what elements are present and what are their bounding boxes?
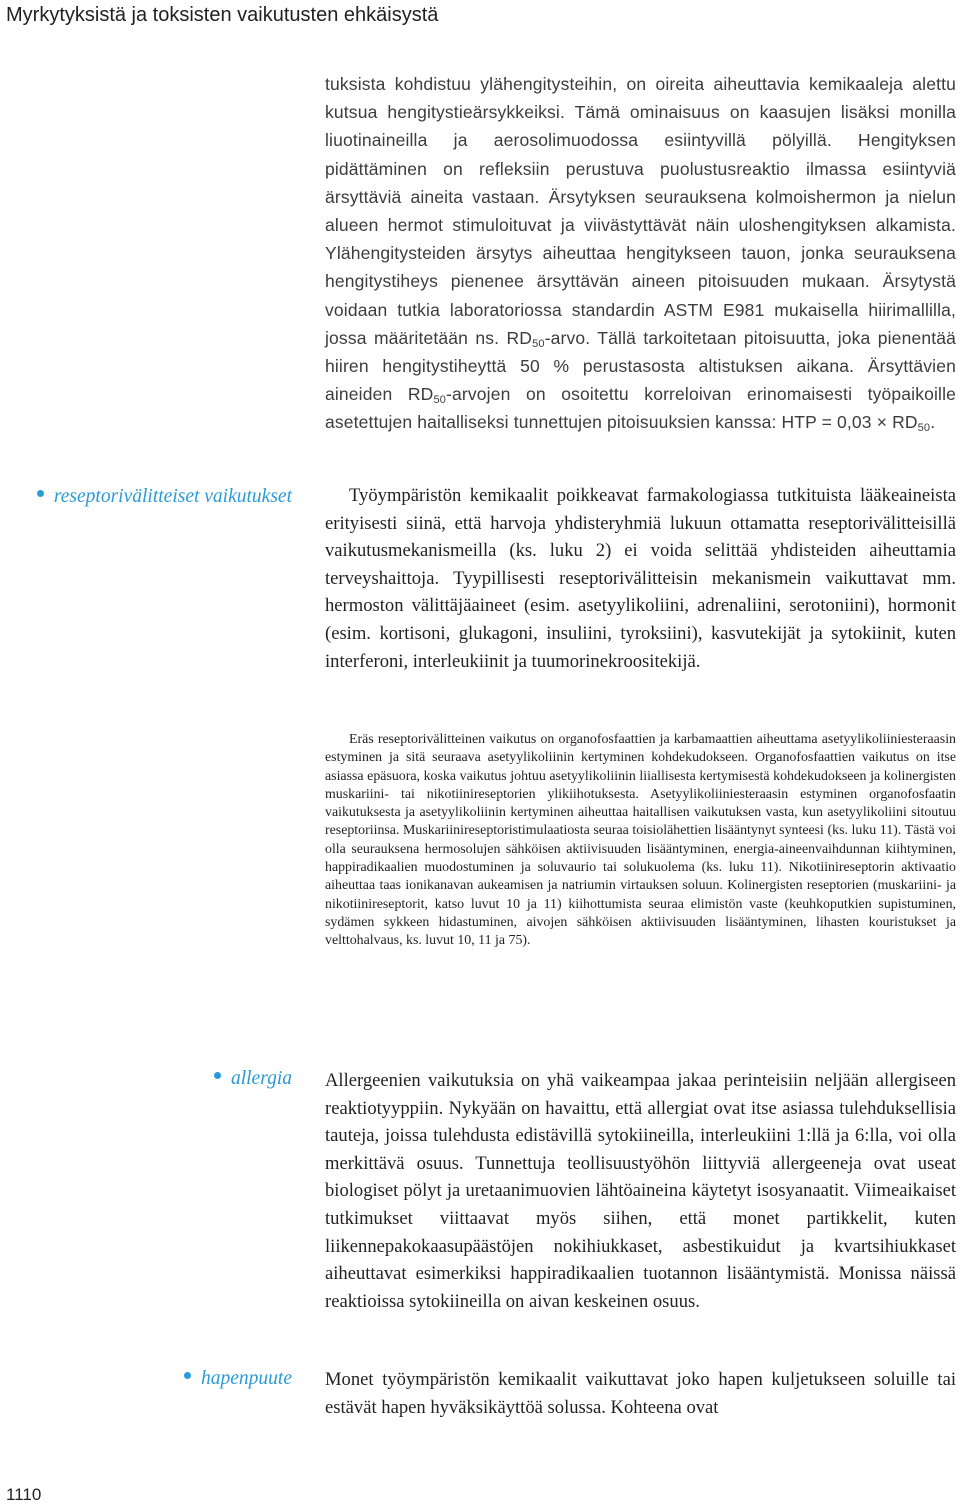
sidenote-receptor xyxy=(32,484,292,510)
paragraph-irritants-text-c: -arvojen on osoitettu korreloivan erinomaisesti työpaikoille asetettujen haitalliseksi tunnettujen pitoisuuksien kanssa: HTP = 0,03 × RD xyxy=(325,384,957,433)
bullet-icon xyxy=(184,1372,191,1379)
paragraph-irritants xyxy=(325,70,956,437)
sidenote-hypoxia-label: hapenpuute xyxy=(201,1368,292,1389)
paragraph-irritants-text-a: tuksista kohdistuu ylähengitysteihin, on oireita aiheuttavia kemikaaleja alettu kutsua hengitystieärsykkeiksi. Tämä ominaisuus on kaasujen lisäksi monilla liuotinaineilla ja aerosolimuodossa esiintyvillä pölyillä. Hengityksen pidättäminen on refleksiin perustuva puolustusreaktio ilmassa esiintyviä ärsyttäviä aineita vastaan. Ärsytyksen seurauksena kolmoishermon ja nielun alueen hermot stimuloituvat ja viivästyttävät näin uloshengityksen alkamista. Ylähengitysteiden ärsytys aiheuttaa hengitykseen tauon, jonka seurauksena hengitystiheys pienenee ärsyttävän aineen pitoisuuden mukaan. Ärsytystä voidaan tutkia laboratoriossa standardin ASTM E981 mukaisella hiirimallilla, jossa määritetään ns. RD xyxy=(325,74,956,348)
paragraph-organophosphates: Eräs reseptorivälitteinen vaikutus on organofosfaattien ja karbamaattien aiheuttama asetyylikoliiniesteraasin estyminen ja sitä seuraava asetyylikoliinin kertyminen kohdekudokseen. Organofosfaattien vaikutus on itse asiassa epäsuora, koska vaikutus johtuu asetyylikoliinin liiallisesta kertymisestä kohdekudokseen ja kolinergisten muskariini- tai nikotiinireseptorien ylikiihotuksesta. Asetyylikoliiniesteraasin estyminen organofosfaatin vaikutuksesta ja asetyylikoliinin kertyminen aiheuttaa haitallisen vaikutuksen vasta, kun asetyylikoliini sitoutuu reseptoriinsa. Muskariinireseptoristimulaatiosta seuraa toisiolähettien lisääntynyt synteesi (ks. luku 11). Tästä voi olla seurauksena hermosolujen sähköisen aktiivisuuden lisääntyminen, energia-aineenvaihdunnan kiihtyminen, happiradikaalien muodostuminen ja soluvaurio tai solukuolema (ks. luku 11). Nikotiinireseptorin aktivaatio aiheuttaa taas ionikanavan aukeamisen ja natriumin virtauksen soluun. Kolinergisten reseptorien (muskariini- ja nikotiinireseptorit, katso luvut 10 ja 11) kiihottumista seuraa elimistön vaste (keuhkoputkien supistuminen, sydämen sykkeen hidastuminen, aivojen sähköisen aktiivisuuden lisääntyminen, lihasten kouristukset ja velttohalvaus, ks. luvut 10, 11 ja 75). xyxy=(325,732,956,949)
sidenote-allergy-label: allergia xyxy=(230,1068,292,1089)
bullet-icon xyxy=(37,490,44,497)
sidenote-allergy xyxy=(32,1066,292,1092)
paragraph-receptor-effects: Työympäristön kemikaalit poikkeavat farmakologiassa tutkituista lääkeaineista erityisesti siinä, että harvoja yhdisteryhmiä lukuun ottamatta reseptorivälitteisillä vaikutusmekanismeilla (ks. luku 2) ei voida selittää yhdisteiden aiheuttamia terveyshaittoja. Tyypillisesti reseptorivälitteisin mekanismein vaikuttavat mm. hermoston välittäjäaineet (esim. asetyylikoliini, adrenaliini, serotoniini), hormonit (esim. kortisoni, glukagoni, insuliini, tyroksiini), kasvutekijät ja sytokiinit, kuten interferoni, interleukiinit ja tuumorinekroositekijä. xyxy=(325,485,956,672)
running-header: Myrkytyksistä ja toksisten vaikutusten ehkäisystä xyxy=(6,4,439,26)
sidenote-hypoxia xyxy=(32,1366,292,1392)
rd50-subscript: 50 xyxy=(917,422,931,435)
bullet-icon xyxy=(214,1072,221,1079)
rd50-subscript: 50 xyxy=(433,394,447,407)
paragraph-hypoxia: Monet työympäristön kemikaalit vaikuttavat joko hapen kuljetukseen soluille tai estävät hapen hyväksikäyttöä solussa. Kohteena ovat xyxy=(325,1369,956,1418)
page-number: 1110 xyxy=(6,1485,42,1504)
rd50-subscript: 50 xyxy=(532,337,545,350)
paragraph-irritants-text-d: . xyxy=(930,412,936,433)
paragraph-allergy: Allergeenien vaikutuksia on yhä vaikeampaa jakaa perinteisiin neljään allergiseen reaktiotyyppiin. Nykyään on havaittu, että allergiat ovat itse asiassa tulehduksellisia tauteja, joissa tulehdusta edistävillä sytokiineilla, interleukiini 1:llä ja 6:lla, voi olla merkittävä osuus. Tunnettuja teollisuustyöhön liittyviä allergeeneja ovat useat biologiset pölyt ja uretaanimuovien lähtöaineina käytetyt isosyanaatit. Viimeaikaiset tutkimukset viittaavat myös siihen, että monet partikkelit, kuten liikennepakokaasupäästöjen nokihiukkaset, asbestikuidut ja kvartsihiukkaset aiheuttavat esimerkiksi happiradikaalien tuotannon lisääntymistä. Monissa näissä reaktioissa sytokiineilla on aivan keskeinen osuus. xyxy=(325,1070,956,1312)
sidenote-receptor-label: reseptorivälitteiset vaikutukset xyxy=(53,486,292,507)
paragraph-irritants-text-b: -arvo. Tällä tarkoitetaan pitoisuutta, joka pienentää hiiren hengitystiheyttä 50 % perustasosta altistuksen aikana. Ärsyttävien aineiden RD xyxy=(325,327,956,405)
